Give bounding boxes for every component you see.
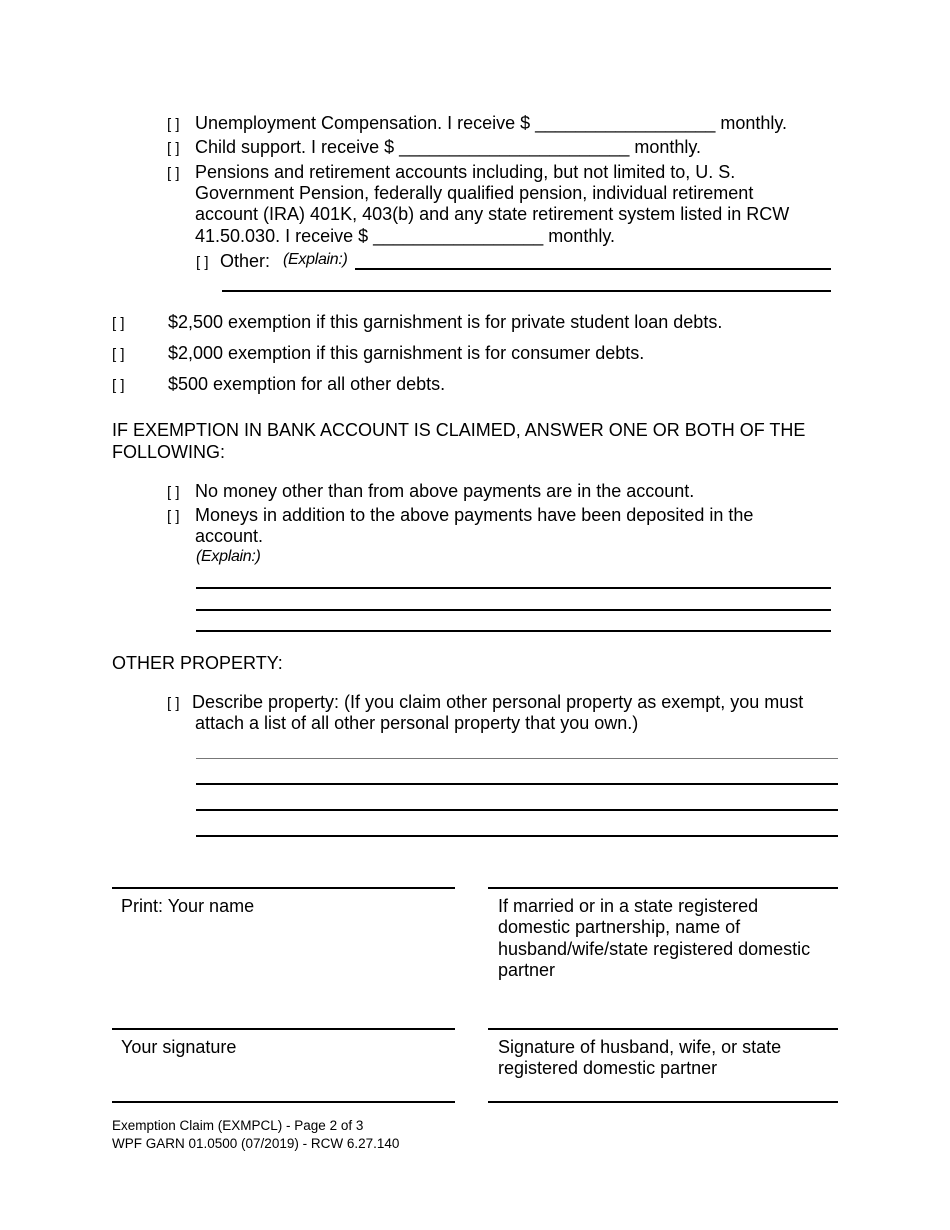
spouse-signature-label-2: registered domestic partner	[498, 1058, 718, 1078]
exemption-other-checkbox[interactable]: [ ]	[112, 377, 125, 394]
your-signature-label: Your signature	[121, 1037, 237, 1057]
spouse-name-line[interactable]	[488, 887, 838, 889]
other-income-explain-label: (Explain:)	[283, 251, 348, 268]
footer-form-number: WPF GARN 01.0500 (07/2019) - RCW 6.27.140	[112, 1136, 400, 1151]
bank-heading-line-1: IF EXEMPTION IN BANK ACCOUNT IS CLAIMED, ANSWER ONE OR BOTH OF THE	[112, 420, 806, 440]
describe-property-line-2: attach a list of all other personal property that you own.)	[195, 713, 639, 733]
print-name-label: Print: Your name	[121, 896, 255, 916]
property-line-1[interactable]	[196, 758, 838, 759]
other-income-explain-line-2[interactable]	[222, 290, 831, 292]
unemployment-text: Unemployment Compensation. I receive $ __________________ monthly.	[195, 113, 788, 133]
pensions-line-1: Pensions and retirement accounts including, but not limited to, U. S.	[195, 162, 736, 182]
property-line-4[interactable]	[196, 835, 838, 837]
no-money-text: No money other than from above payments are in the account.	[195, 481, 695, 501]
other-property-heading: OTHER PROPERTY:	[112, 653, 283, 673]
exemption-other-text: $500 exemption for all other debts.	[168, 374, 446, 394]
property-line-2[interactable]	[196, 783, 838, 785]
moneys-line-2: account.	[195, 526, 264, 546]
moneys-explain-line-2[interactable]	[196, 609, 831, 611]
child-support-text: Child support. I receive $ _______________________ monthly.	[195, 137, 702, 157]
exemption-consumer-checkbox[interactable]: [ ]	[112, 346, 125, 363]
other-income-checkbox[interactable]: [ ]	[196, 254, 209, 271]
left-bottom-rule	[112, 1101, 455, 1103]
footer-form-title: Exemption Claim (EXMPCL) - Page 2 of 3	[112, 1118, 364, 1133]
spouse-signature-line[interactable]	[488, 1028, 838, 1030]
unemployment-checkbox[interactable]: [ ]	[167, 116, 180, 133]
pensions-line-3: account (IRA) 401K, 403(b) and any state retirement system listed in RCW	[195, 204, 790, 224]
exemption-student-loan-checkbox[interactable]: [ ]	[112, 315, 125, 332]
other-income-explain-line-1[interactable]	[355, 268, 831, 270]
other-income-label: Other:	[220, 251, 271, 271]
moneys-explain-line-3[interactable]	[196, 630, 831, 632]
pensions-line-2: Government Pension, federally qualified pension, individual retirement	[195, 183, 754, 203]
your-signature-line[interactable]	[112, 1028, 455, 1030]
spouse-name-label-4: partner	[498, 960, 556, 980]
right-bottom-rule	[488, 1101, 838, 1103]
pensions-line-4: 41.50.030. I receive $ _________________ monthly.	[195, 226, 615, 246]
bank-heading-line-2: FOLLOWING:	[112, 442, 226, 462]
exemption-consumer-text: $2,000 exemption if this garnishment is for consumer debts.	[168, 343, 645, 363]
spouse-name-label-2: domestic partnership, name of	[498, 917, 741, 937]
moneys-explain-label: (Explain:)	[196, 548, 261, 565]
spouse-name-label-3: husband/wife/state registered domestic	[498, 939, 811, 959]
exemption-student-loan-text: $2,500 exemption if this garnishment is for private student loan debts.	[168, 312, 723, 332]
moneys-checkbox[interactable]: [ ]	[167, 508, 180, 525]
describe-property-line-1: Describe property: (If you claim other personal property as exempt, you must	[192, 692, 804, 712]
moneys-explain-line-1[interactable]	[196, 587, 831, 589]
describe-property-checkbox[interactable]: [ ]	[167, 695, 180, 712]
no-money-checkbox[interactable]: [ ]	[167, 484, 180, 501]
moneys-line-1: Moneys in addition to the above payments have been deposited in the	[195, 505, 754, 525]
spouse-name-label-1: If married or in a state registered	[498, 896, 759, 916]
print-name-line[interactable]	[112, 887, 455, 889]
property-line-3[interactable]	[196, 809, 838, 811]
pensions-checkbox[interactable]: [ ]	[167, 165, 180, 182]
child-support-checkbox[interactable]: [ ]	[167, 140, 180, 157]
spouse-signature-label-1: Signature of husband, wife, or state	[498, 1037, 782, 1057]
